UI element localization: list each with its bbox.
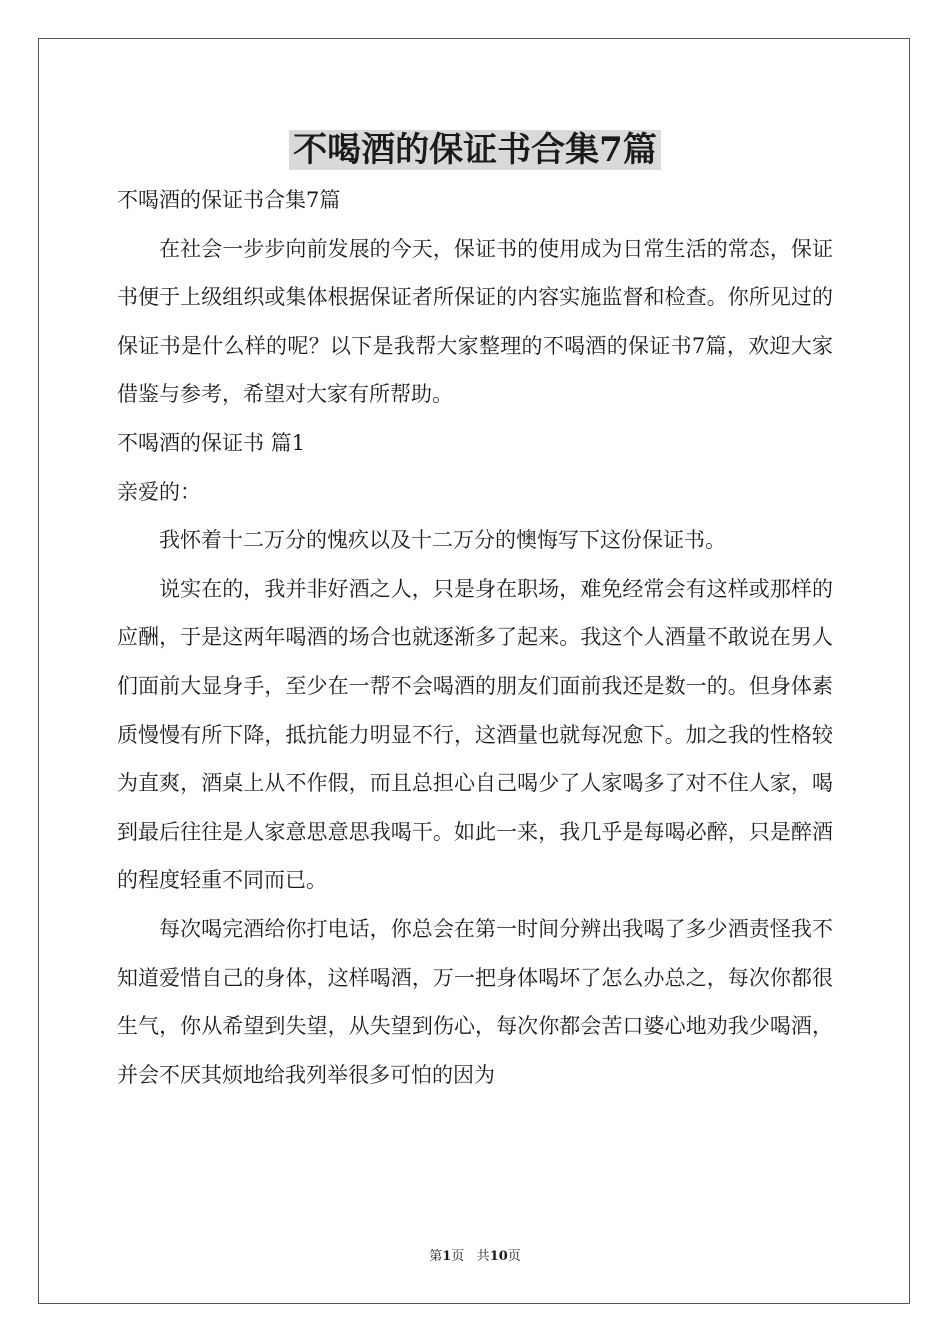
footer-page-number: 1: [442, 1249, 452, 1264]
section-heading: 不喝酒的保证书 篇1: [117, 430, 306, 455]
page-footer: [0, 1247, 950, 1267]
footer-total-pages: 10: [489, 1249, 508, 1264]
footer-page-suffix: 页: [451, 1249, 465, 1264]
paragraph-intro: 在社会一步步向前发展的今天，保证书的使用成为日常生活的常态，保证书便于上级组织或集体根据保证者所保证的内容实施监督和检查。你所见过的保证书是什么样的呢？以下是我帮大家整理的不喝酒的保证书7篇，欢迎大家借鉴与参考，希望对大家有所帮助。: [117, 236, 833, 407]
document-body: [117, 176, 833, 1099]
paragraph: 我怀着十二万分的愧疚以及十二万分的懊悔写下这份保证书。: [159, 528, 726, 553]
footer-page-prefix: 第: [429, 1249, 443, 1264]
paragraph: 说实在的，我并非好酒之人，只是身在职场，难免经常会有这样或那样的应酬，于是这两年喝酒的场合也就逐渐多了起来。我这个人酒量不敢说在男人们面前大显身手，至少在一帮不会喝酒的朋友们面前我还是数一的。但身体素质慢慢有所下降，抵抗能力明显不行，这酒量也就每况愈下。加之我的性格较为直爽，酒桌上从不作假，而且总担心自己喝少了人家喝多了对不住人家，喝到最后往往是人家意思意思我喝干。如此一来，我几乎是每喝必醉，只是醉酒的程度轻重不同而已。: [117, 576, 833, 893]
paragraph-subtitle: 不喝酒的保证书合集7篇: [117, 188, 341, 212]
footer-total-prefix: 共: [476, 1249, 490, 1264]
document-title: [0, 124, 950, 176]
paragraph: 每次喝完酒给你打电话，你总会在第一时间分辨出我喝了多少酒责怪我不知道爱惜自己的身体，这样喝酒，万一把身体喝坏了怎么办总之，每次你都很生气，你从希望到失望，从失望到伤心，每次你都会苦口婆心地劝我少喝酒，并会不厌其烦地给我列举很多可怕的因为: [117, 916, 833, 1087]
document-title-text: 不喝酒的保证书合集7篇: [289, 130, 661, 170]
salutation: 亲爱的：: [117, 479, 201, 504]
footer-total-suffix: 页: [507, 1249, 521, 1264]
